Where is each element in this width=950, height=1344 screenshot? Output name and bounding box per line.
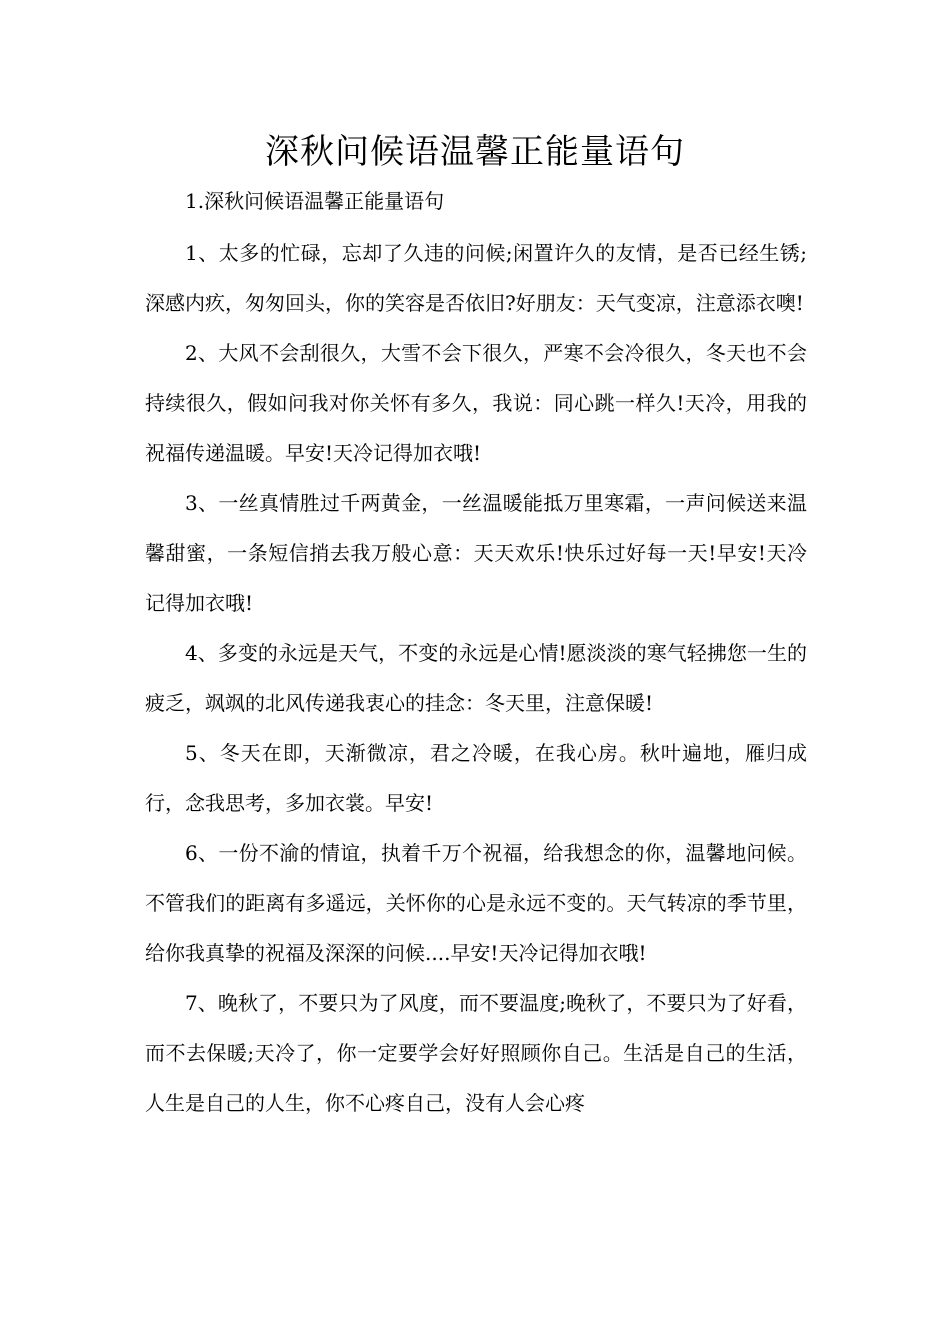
- paragraph-1: 1、太多的忙碌，忘却了久违的问候;闲置许久的友情，是否已经生锈;深感内疚，匆匆回头，你的笑容是否依旧?好朋友：天气变凉，注意添衣噢!: [145, 241, 807, 315]
- paragraph-3: 3、一丝真情胜过千两黄金，一丝温暖能抵万里寒霜，一声问候送来温馨甜蜜，一条短信捎去我万般心意：天天欢乐!快乐过好每一天!早安!天冷记得加衣哦!: [145, 491, 807, 615]
- paragraph-5: 5、冬天在即，天渐微凉，君之冷暖，在我心房。秋叶遍地，雁归成行，念我思考，多加衣裳。早安!: [145, 741, 807, 815]
- section-heading: 1.深秋问候语温馨正能量语句: [185, 189, 445, 213]
- paragraph-4: 4、多变的永远是天气，不变的永远是心情!愿淡淡的寒气轻拂您一生的疲乏，飒飒的北风传递我衷心的挂念：冬天里，注意保暖!: [145, 641, 807, 715]
- paragraph-7: 7、晚秋了，不要只为了风度，而不要温度;晚秋了，不要只为了好看，而不去保暖;天冷了，你一定要学会好好照顾你自己。生活是自己的生活，人生是自己的人生，你不心疼自己，没有人会心疼: [145, 991, 807, 1115]
- paragraph-2: 2、大风不会刮很久，大雪不会下很久，严寒不会冷很久，冬天也不会持续很久，假如问我对你关怀有多久，我说：同心跳一样久!天冷，用我的祝福传递温暖。早安!天冷记得加衣哦!: [145, 341, 807, 465]
- document-body: [145, 178, 807, 1128]
- document-title: 深秋问候语温馨正能量语句: [265, 132, 685, 172]
- paragraph-6: 6、一份不渝的情谊，执着千万个祝福，给我想念的你，温馨地问候。不管我们的距离有多遥远，关怀你的心是永远不变的。天气转凉的季节里，给你我真挚的祝福及深深的问候....早安!天冷记得加衣哦!: [145, 841, 807, 965]
